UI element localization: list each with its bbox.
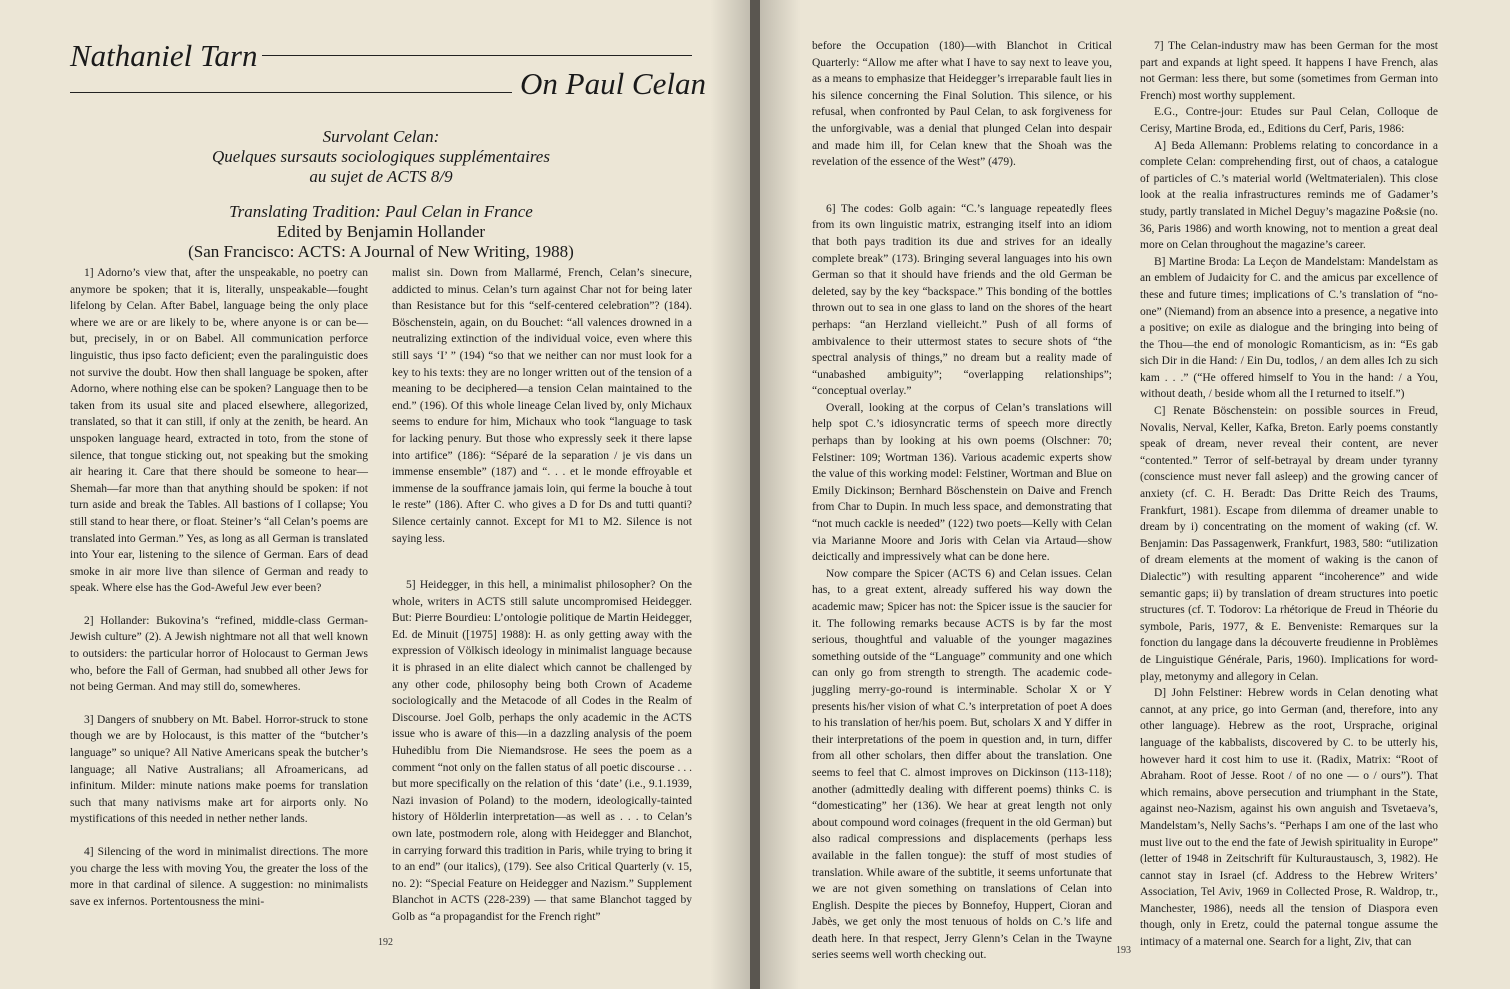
author-name: Nathaniel Tarn [70,38,258,73]
subtitle-line: Quelques sursauts sociologiques supplémentaires [212,147,550,166]
page-number: 193 [1116,945,1131,956]
paragraph: Now compare the Spicer (ACTS 6) and Celan issues. Celan has, to a great extent, already suffered his way down the academic maw; Spicer has not: the Spicer issue is the saucier for it. The following remarks because ACTS is by far the most serious, thoughtful and valuable of the younger magazines something outside of the “Language” community and one which can only go from strength to strength. The academic code-juggling merry-go-round is interminable. Scholar X or Y presents his/her vision of what C.’s interpretation of poet A does to his translation of her/his poem. But, scholars X and Y differ in their interpretations of the poem in question and, in turn, differ from all other scholars, then differ about the translation. One seems to feel that C. almost improves on Dickinson (113-118); another (admittedly dealing with different poems) thinks C. is “domesticating” her (136). We hear at great length not only about compound word coinages (frequent in the old German) but also radical compressions and displacements (perhaps less available in the fallen tongue): the stuff of most studies of translation. While aware of the subtitle, it seems unfortunate that we are not given something on translations of Celan into English. Despite the pieces by Bonnefoy, Huppert, Cioran and Jabès, we get only the most tenuous of holds on C.’s life and death here. In that respect, Jerry Glenn’s Celan in the Twayne series seems well worth checking out. [812,567,1112,962]
subtitle-line: Survolant Celan: [322,127,440,146]
paragraph: 4] Silencing of the word in minimalist directions. The more you charge the less with moving You, the greater the loss of the more in that cardinal of silence. A suggestion: no minimalists save ex infernos. Portentousness the mini- [70,846,368,908]
book-publisher: (San Francisco: ACTS: A Journal of New Writing, 1988) [188,242,574,261]
gutter-shadow [760,0,800,989]
article-title: On Paul Celan [520,66,706,101]
paragraph: before the Occupation (180)—with Blanchot in Critical Quarterly: “Allow me after what I have to say next to leave you, as a means to emphasize that Heidegger’s irreparable fault lies in his silence concerning the Final Solution. This silence, or his refusal, when confronted by Paul Celan, to ask forgiveness for the unforgivable, was a denial that plunged Celan into despair and made him ill, for Celan knew that the Shoah was the revelation of the essence of the West” (479). [812,40,1112,169]
gutter-shadow [710,0,750,989]
paragraph: 6] The codes: Golb again: “C.’s language repeatedly flees from its own linguistic matrix, estranging itself into an idiom that both pays tradition its due and strives for an ideally complete break” (173). Bringing several languages into his own German so that it should have friends and the old German be deleted, say by the key “backspace.” This bonding of the bottles thrown out to sea in one glass to land on the shores of the heart perhaps: “an Herzland vielleicht.” Push of all forms of ambivalence to their uttermost states to secure shots of “the spectral analysis of things,” no dream but a reality made of “unabashed ambiguity”; “overlapping relationships”; “conceptual overlay.” [812,202,1112,398]
right-page [760,0,1510,989]
subtitle-line: au sujet de ACTS 8/9 [309,167,453,186]
paragraph: 7] The Celan-industry maw has been German for the most part and expands at light speed. It happens I have French, alas not German: less there, but some (sometimes from German into French) most worthy supplement. [1140,40,1438,102]
right-column-2 [1140,38,1438,951]
left-column-1 [70,265,368,910]
book-title: Translating Tradition: Paul Celan in France [229,202,533,221]
paragraph: D] John Felstiner: Hebrew words in Celan denoting what cannot, at any price, go into German (and, therefore, into any other language). Hebrew as the root, Ursprache, original language of the kabbalists, discovered by C. to be utterly his, however hard it cost him to use it. (Radix, Matrix: “Root of Abraham. Root of Jesse. Root / of no one — o / ours”). That which remains, above persecution and triumphant in the State, against neo-Nazism, against his own anguish and Tsvetaeva’s, Mandelstam’s, Nelly Sachs’s. “Perhaps I am one of the last who must live out to the end the fate of Jewish spirituality in Europe” (letter of 1948 in Zeitschrift für Kulturaustausch, 3, 1982). He cannot stay in Israel (cf. Address to the Hebrew Writers’ Association, Tel Aviv, 1969 in Collected Prose, R. Waldrop, tr., Manchester, 1986), needs all the tension of Diaspora even though, only in Eretz, could the paternal tongue assume the intimacy of a maternal one. Search for a light, Ziv, that can [1140,687,1438,949]
left-page [0,0,750,989]
paragraph: Overall, looking at the corpus of Celan’s translations will help spot C.’s idiosyncratic terms of speech more directly perhaps than by looking at his own poems (Olschner: 70; Felstiner: 109; Wortman 136). Various academic experts show the value of this working model: Felstiner, Wortman and Blue on Emily Dickinson; Bernhard Böschenstein on Daive and French from Char to Dupin. In much less space, and demonstrating that “not much cackle is needed” (122) two poets—Kelly with Celan via Marianne Moore and Joris with Celan via Artaud—show deictically and impressively what can be done here. [812,401,1112,564]
paragraph: A] Beda Allemann: Problems relating to concordance in a complete Celan: comprehending first, out of chaos, a catalogue of particles of C.’s material world (Weltmaterialen). This close look at the realia infrastructures reminds me of Gadamer’s study, partly translated in Michel Deguy’s magazine Po&sie (no. 36, Paris 1986) and worth knowing, not to mention a great deal more on Celan throughout the magazine’s career. [1140,139,1438,252]
paragraph: C] Renate Böschenstein: on possible sources in Freud, Novalis, Nerval, Keller, Kafka, Breton. Early poems constantly speak of dream, never reveal their content, are never “contented.” Terror of self-betrayal by dream under tyranny (conscience must never fall asleep) and the growing cancer of anxiety (cf. C. H. Beradt: Das Dritte Reich des Traums, Frankfurt, 1981). Escape from dilemma of dreamer unable to dream by i) concentrating on the moment of waking (cf. W. Benjamin: Das Passagenwerk, Frankfurt, 1983, 580: “utilization of dream elements at the moment of waking is the canon of Dialectic”) with resulting apparent “incoherence” and wide semantic gaps; ii) by translation of dream structures into poetic structures (cf. T. Todorov: La rhétorique de Freud in Théorie du symbole, Paris, 1977, & E. Benveniste: Remarques sur la fonction du langage dans la découverte freudienne in Problèmes de Linguistique Générale, Paris, 1960). Implications for word-play, metonymy and allegory in Celan. [1140,405,1438,683]
paragraph: 2] Hollander: Bukovina’s “refined, middle-class German-Jewish culture” (2). A Jewish nightmare not all that well known to outsiders: the particular horror of Holocaust to German Jews who, before the Fall of German, had snubbed all other Jews for not being German. And may still do, somewheres. [70,614,368,694]
book-editor: Edited by Benjamin Hollander [276,222,486,241]
book-reference [70,202,692,262]
page-number: 192 [378,937,393,948]
paragraph: 5] Heidegger, in this hell, a minimalist philosopher? On the whole, writers in ACTS still salute uncompromised Heidegger. But: Pierre Bourdieu: L’ontologie politique de Martin Heidegger, Ed. de Minuit ([1975] 1988): H. as only getting away with the expression of Völkisch ideology in minimalist language because it is phrased in an elite dialect which cannot be challenged by any other code, philosophy being both Crown of Academe sociologically and the Metacode of all Codes in the Realm of Discourse. Joel Golb, perhaps the only academic in the ACTS issue who is aware of this—in a dazzling analysis of the poem Huhediblu from Die Niemandsrose. He sees the poem as a comment “not only on the fallen status of all poetic discourse . . . but more specifically on the relation of this ‘date’ (i.e., 9.1.1939, Nazi invasion of Poland) to the modern, ideologically-tainted history of Hölderlin interpretation—as well as . . . to Celan’s own late, postmodern role, along with Heidegger and Blanchot, in carrying forward this tradition in Paris, while trying to bring it to an end” (our italics), (179). See also Critical Quarterly (v. 15, no. 2): “Special Feature on Heidegger and Nazism.” Supplement Blanchot in ACTS (228-239) — that same Blanchot tagged by Golb as “a propagandist for the French right” [392,579,692,923]
subtitle-block [70,127,692,187]
title-rule-bottom [70,92,512,93]
paragraph: E.G., Contre-jour: Etudes sur Paul Celan, Colloque de Cerisy, Martine Broda, ed., Editions du Cerf, Paris, 1986: [1140,106,1438,135]
paragraph: B] Martine Broda: La Leçon de Mandelstam: Mandelstam as an emblem of Judaicity for C. and the amicus par excellence of these and future times; implications of C.’s translation of “no-one” (Niemand) from an absence into a presence, a negative into a positive; on exile as dialogue and the bringing into being of the Thou—the end of monologic Romanticism, as in: “Es gab sich Dir in die Hand: / Ein Du, todlos, / an dem alles Ich zu sich kam . . .” (“He offered himself to You in the hand: / a You, without death, / beside whom all the I returned to itself.”) [1140,255,1438,401]
right-column-1 [812,38,1112,964]
paragraph: 3] Dangers of snubbery on Mt. Babel. Horror-struck to stone though we are by Holocaust, is this matter of the “butcher’s language” so unique? All Native Americans speak the butcher’s language; all Native Australians; all Afroamericans, ad infinitum. Milder: minute nations make poems for translation such that many nativisms make art for airports only. No mystifications of this needed in nether nether lands. [70,713,368,826]
paragraph: 1] Adorno’s view that, after the unspeakable, no poetry can anymore be spoken; that it is, literally, unspeakable—fought lifelong by Celan. After Babel, language being the only place where we are or are likely to be, where anyone is or can be—but, precisely, in or on Babel. All communication perforce linguistic, thus ipso facto deficient; even the paralinguistic does not survive the doubt. How then shall language be spoken, after Adorno, where nothing else can be spoken? Language then to be taken from its usual site and placed elsewhere, allegorized, translated, so that it can still, if only at the zenith, be heard. An unspoken language heard, extracted in toto, from the stone of silence, that tongue sticking out, not speaking but the smoking air hearing it. Care that there should be someone to hear—Shemah—far more than that anything should be spoken: if not turn aside and break the Tables. All bastions of I collapse; You still stand to hear there, or float. Steiner’s “all Celan’s poems are translated into German.” Yes, as long as all German is translated into Your ear, listening to the silence of German. Ears of dead smoke in air more live than silence of German and ready to speak. Where else has the God-Aweful Jew ever been? [70,267,368,595]
title-rule-top [262,55,692,56]
paragraph: malist sin. Down from Mallarmé, French, Celan’s sinecure, addicted to minus. Celan’s turn against Char not for being later than Resistance but for this “self-centered celebration”? (184). Böschenstein, again, on du Bouchet: “all valences drowned in a neutralizing extinction of the individual voice, even where this still says ‘I’ ” (194) “so that we neither can nor must look for a key to his texts: they are no longer written out of the tension of a meaning to be deciphered—a tension Celan maintained to the end.” (196). Of this whole lineage Celan lived by, only Michaux seems to endure for him, Michaux who took “language to task for lacking penury. But those who expressly seek it there lapse into artifice” (186): “Séparé de la separation / je vis dans un immense ensemble” (187) and “. . . et le monde effroyable et immense de la souffrance jamais loin, qui ferme la bouche à tout le reste” (186). After C. who gives a D for Ds and tutti quanti? Silence certainly cannot. Except for M1 to M2. Silence is not saying less. [392,267,692,545]
left-column-2 [392,265,692,926]
